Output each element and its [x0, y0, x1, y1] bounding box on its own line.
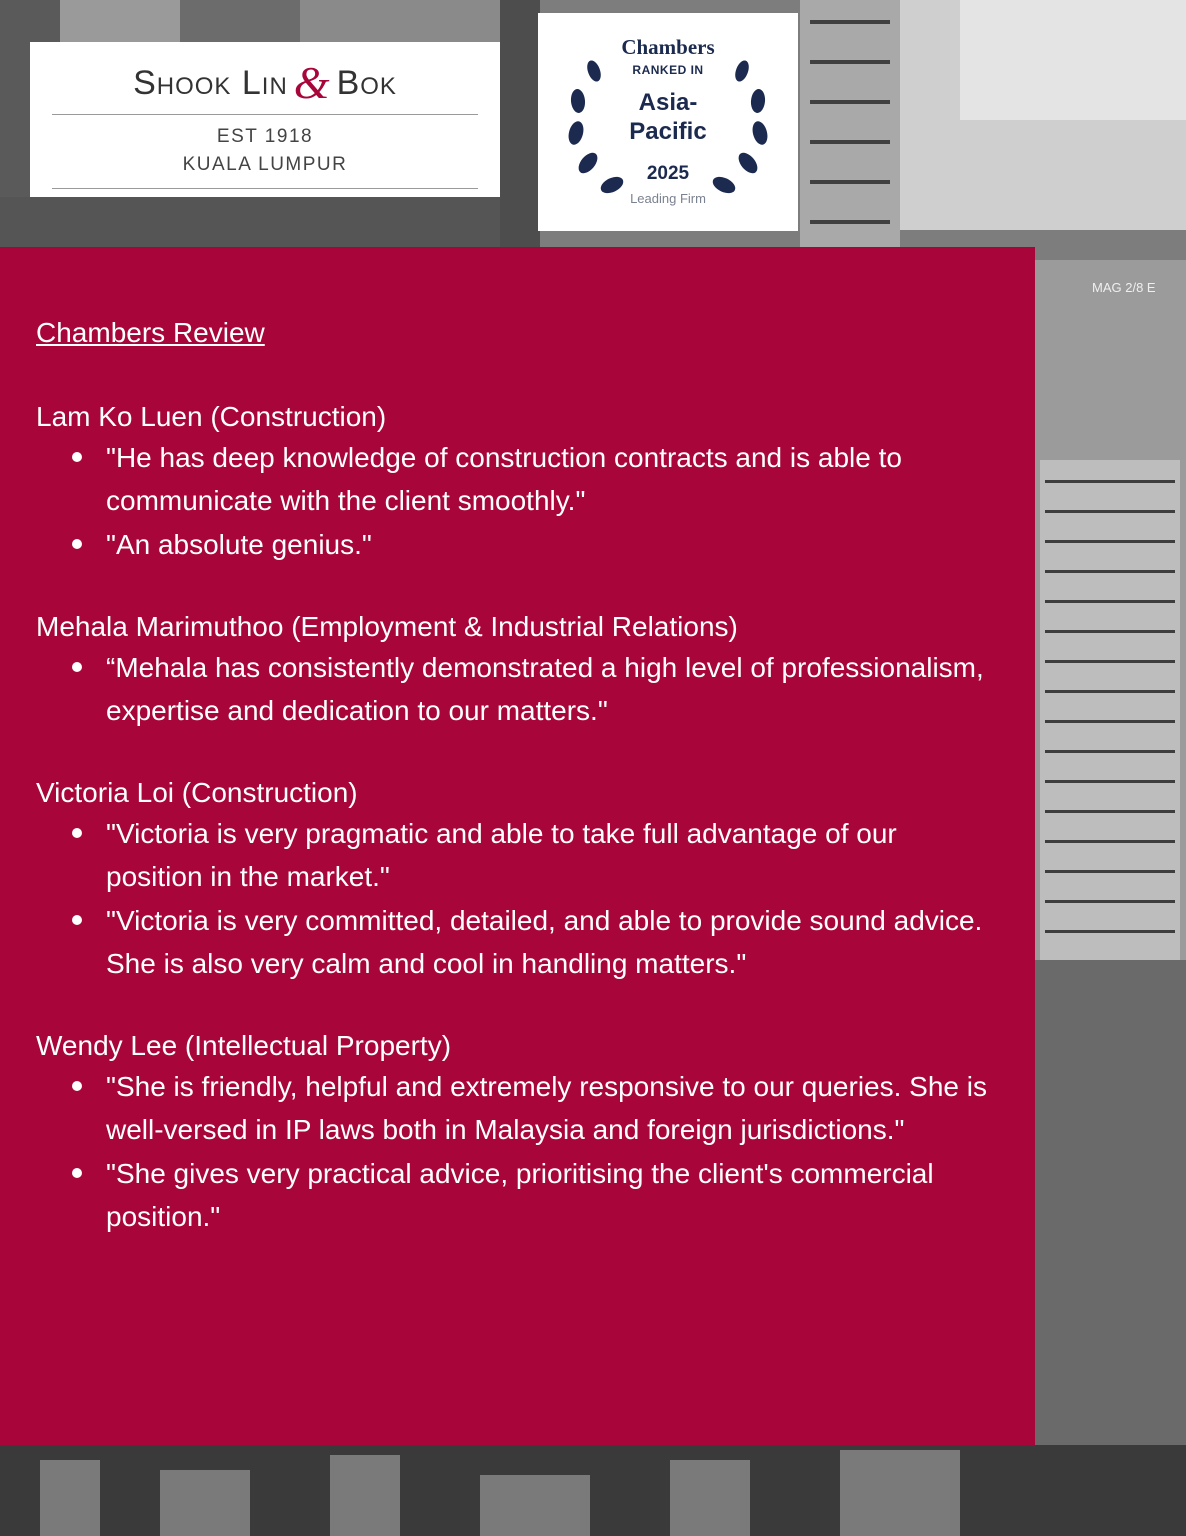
firm-established: EST 1918: [216, 126, 314, 147]
logo-divider-bottom: [52, 188, 478, 189]
reviewed-lawyer-name: Wendy Lee (Intellectual Property): [36, 1030, 452, 1061]
review-section: [36, 399, 996, 566]
quote-list: [36, 812, 996, 985]
quote-text: “Mehala has consistently demonstrated a high level of professionalism, expertise and dedication to our matters.": [106, 652, 984, 726]
firm-name-ampersand: &: [293, 57, 331, 108]
logo-divider-top: [52, 114, 478, 115]
quote-text: "She gives very practical advice, prioritising the client's commercial position.": [106, 1158, 934, 1232]
bullet-icon: [72, 1168, 82, 1178]
reviewed-lawyer-name: Mehala Marimuthoo (Employment & Industrial Relations): [36, 611, 738, 642]
firm-location: KUALA LUMPUR: [182, 154, 348, 175]
review-section: [36, 609, 996, 732]
building-sign-text: MAG 2/8 E: [1092, 280, 1156, 295]
quote-item: [36, 1152, 996, 1238]
firm-name-part2: Bok: [336, 64, 397, 102]
review-heading: Chambers Review: [36, 317, 265, 348]
quote-text: "He has deep knowledge of construction contracts and is able to communicate with the client smoothly.": [106, 442, 902, 516]
firm-logo-name: [30, 56, 500, 109]
chambers-badge: [538, 13, 798, 231]
bullet-icon: [72, 828, 82, 838]
reviewed-lawyer-name: Victoria Loi (Construction): [36, 777, 358, 808]
quote-text: "An absolute genius.": [106, 529, 372, 560]
firm-logo: [30, 42, 500, 197]
quote-item: [36, 436, 996, 522]
review-content: [36, 399, 996, 1281]
quote-list: [36, 436, 996, 566]
reviewed-lawyer-name: Lam Ko Luen (Construction): [36, 401, 387, 432]
bullet-icon: [72, 539, 82, 549]
quote-text: "Victoria is very pragmatic and able to take full advantage of our position in the market.": [106, 818, 897, 892]
review-section: [36, 775, 996, 985]
bullet-icon: [72, 452, 82, 462]
quote-text: "She is friendly, helpful and extremely responsive to our queries. She is well-versed in IP laws both in Malaysia and foreign jurisdictions.": [106, 1071, 987, 1145]
badge-year: 2025: [646, 163, 690, 184]
quote-item: [36, 646, 996, 732]
bullet-icon: [72, 662, 82, 672]
quote-text: "Victoria is very committed, detailed, and able to provide sound advice. She is also very calm and cool in handling matters.": [106, 905, 983, 979]
quote-item: [36, 899, 996, 985]
quote-item: [36, 812, 996, 898]
badge-status: Leading Firm: [630, 191, 706, 206]
review-section: [36, 1028, 996, 1238]
badge-region-line2: Pacific: [629, 118, 707, 145]
firm-name-part1: Shook Lin: [133, 64, 288, 102]
quote-list: [36, 1065, 996, 1238]
badge-ranked-label: RANKED IN: [632, 63, 704, 77]
quote-list: [36, 646, 996, 732]
bullet-icon: [72, 915, 82, 925]
quote-item: [36, 1065, 996, 1151]
bullet-icon: [72, 1081, 82, 1091]
badge-brand: Chambers: [621, 35, 715, 59]
badge-region-line1: Asia-: [638, 89, 698, 116]
quote-item: [36, 523, 996, 566]
review-panel: [0, 247, 1035, 1445]
